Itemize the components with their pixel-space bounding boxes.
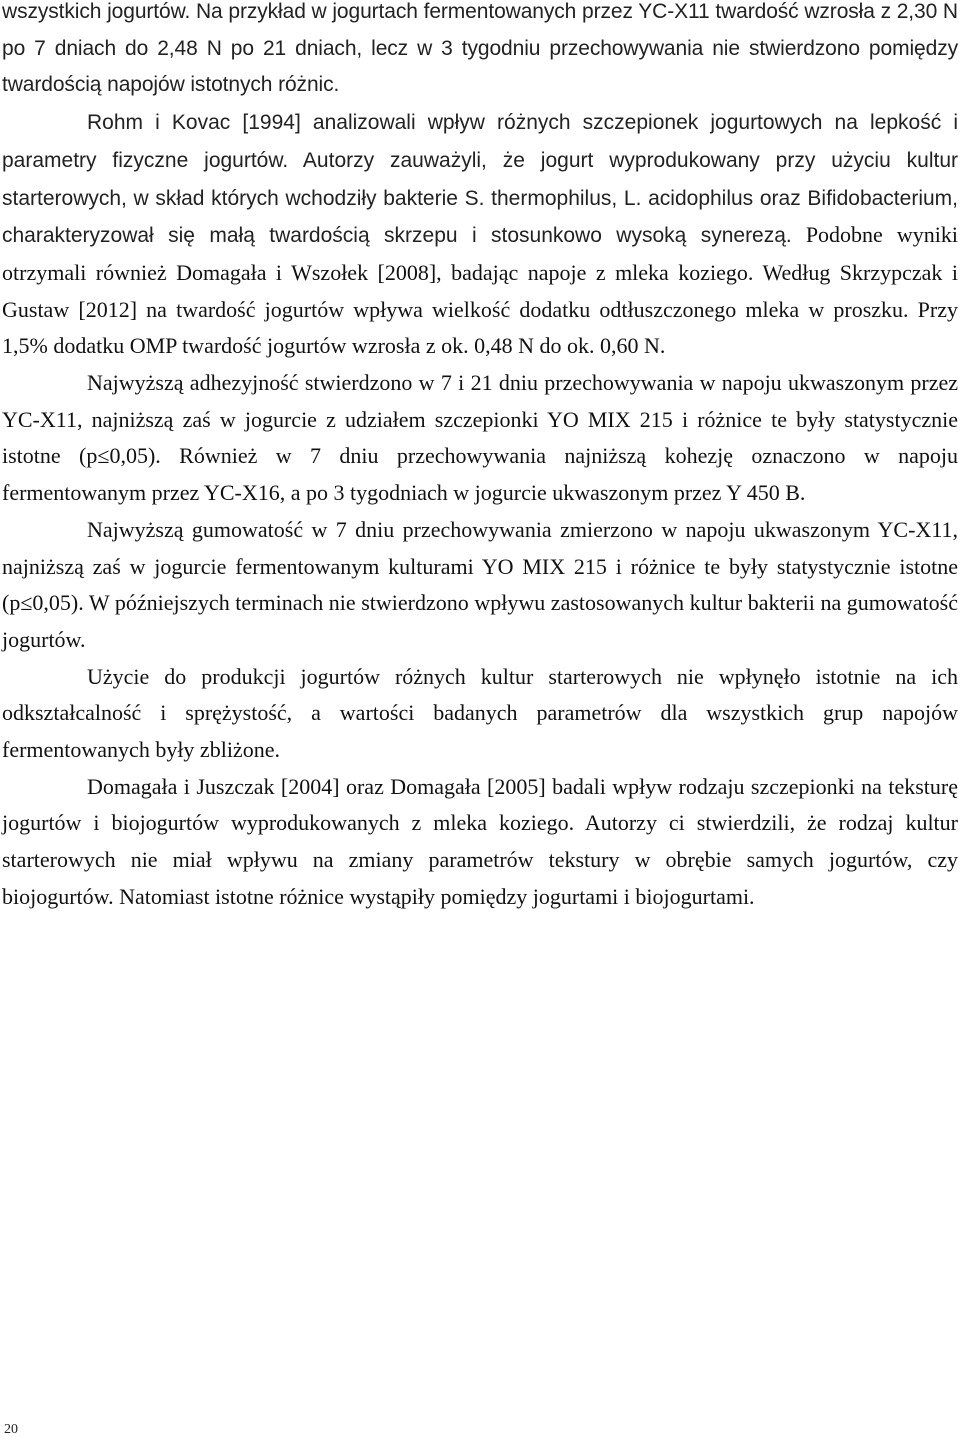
paragraph-1-text: wszystkich jogurtów. Na przykład w jogurtach fermentowanych przez YC-X11 twardość wzrosła z 2,30 N po 7 dniach do 2,48 N po 21 dniach, lecz w 3 tygodniu przechowywania nie stwierdzono pomiędzy twardością napojów istotnych różnic. [2, 0, 958, 97]
paragraph-2 [2, 104, 958, 365]
paragraph-5-text: Użycie do produkcji jogurtów różnych kultur starterowych nie wpłynęło istotnie na ich odkształcalność i sprężystość, a wartości badanych parametrów dla wszystkich grup napojów fermentowanych były zbliżone. [2, 663, 958, 763]
paragraph-6 [2, 769, 958, 916]
paragraph-3 [2, 365, 958, 512]
paragraph-4-text: Najwyższą gumowatość w 7 dniu przechowywania zmierzono w napoju ukwaszonym YC-X11, najniższą zaś w jogurcie fermentowanym kulturami YO MIX 215 i różnice te były statystycznie istotne (p≤0,05). W późniejszych terminach nie stwierdzono wpływu zastosowanych kultur bakterii na gumowatość jogurtów. [2, 516, 958, 652]
paragraph-4 [2, 512, 958, 659]
paragraph-2-text-sans: Rohm i Kovac [1994] analizowali wpływ różnych szczepionek jogurtowych na lepkość i parametry fizyczne jogurtów. Autorzy zauważyli, że jogurt wyprodukowany przy użyciu kultur starterowych, w skład których wchodziły bakterie S. thermophilus, L. acidophilus oraz Bifidobacterium, charakteryzował się małą twardością skrzepu i stosunkowo wysoką synerezą. [2, 111, 958, 248]
paragraph-3-text: Najwyższą adhezyjność stwierdzono w 7 i 21 dniu przechowywania w napoju ukwaszonym przez YC-X11, najniższą zaś w jogurcie z udziałem szczepionki YO MIX 215 i różnice te były statystycznie istotne (p≤0,05). Również w 7 dniu przechowywania najniższą kohezję oznaczono w napoju fermentowanym przez YC-X16, a po 3 tygodniach w jogurcie ukwaszonym przez Y 450 B. [2, 370, 958, 506]
paragraph-5 [2, 659, 958, 769]
document-page [2, 0, 958, 916]
paragraph-6-text: Domagała i Juszczak [2004] oraz Domagała [2005] badali wpływ rodzaju szczepionki na teksturę jogurtów i biojogurtów wyprodukowanych z mleka koziego. Autorzy ci stwierdzili, że rodzaj kultur starterowych nie miał wpływu na zmiany parametrów tekstury w obrębie samych jogurtów, czy biojogurtów. Natomiast istotne różnice wystąpiły pomiędzy jogurtami i biojogurtami. [2, 773, 958, 909]
page-number: 20 [4, 1422, 18, 1437]
paragraph-2-text-serif: Podobne wyniki otrzymali również Domagała i Wszołek [2008], badając napoje z mleka koziego. Według Skrzypczak i Gustaw [2012] na twardość jogurtów wpływa wielkość dodatku odtłuszczonego mleka w proszku. Przy 1,5% dodatku OMP twardość jogurtów wzrosła z ok. 0,48 N do ok. 0,60 N. [2, 222, 958, 359]
paragraph-1 [2, 0, 958, 104]
